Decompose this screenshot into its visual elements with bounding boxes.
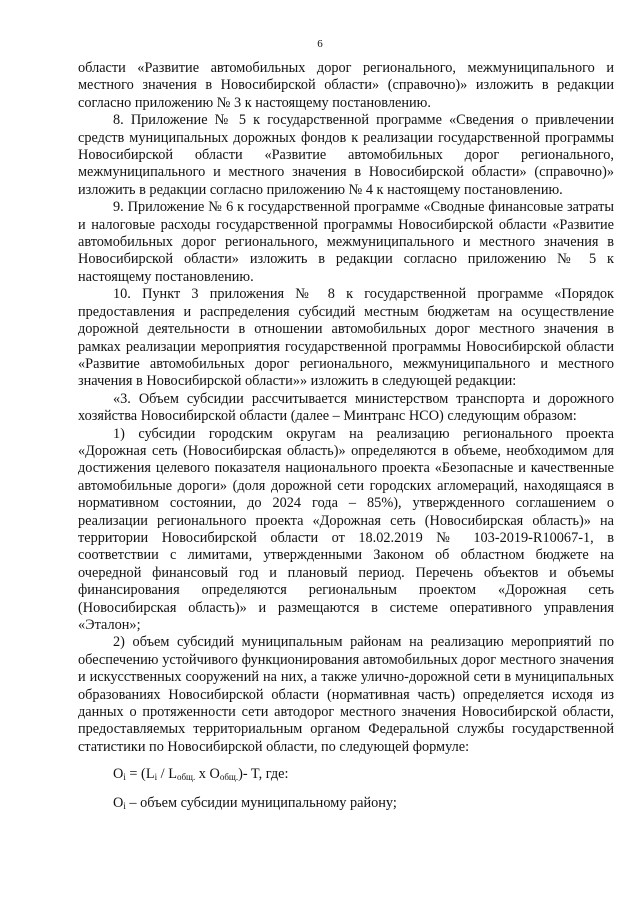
- formula-l-total-subscript: общ.: [176, 772, 196, 783]
- paragraph-subclause-2: 2) объем субсидий муниципальным районам на реализацию мероприятий по обеспечению устойчивого функционирования автомобильных дорог местного значения и искусственных сооружений на них, а также улично-дорожной сети в муниципальных образованиях Новосибирской области (нормативная часть) определяется исходя из данных о протяженности сети автодорог местного значения Новосибирской области, предоставляемых территориальным органом Федеральной службы государственной статистики по Новосибирской области, по следующей формуле:: [78, 634, 614, 755]
- paragraph-subclause-1: 1) субсидии городским округам на реализацию регионального проекта «Дорожная сеть (Новосибирская область)» определяются в объеме, необходимом для достижения целевого показателя национального проекта «Безопасные и качественные автомобильные дороги» (доля дорожной сети городских агломераций, находящаяся в нормативном состоянии, до 2024 года – 85%), утвержденного соглашением о реализации регионального проекта «Дорожная сеть (Новосибирская область)» на территории Новосибирской области от 18.02.2019 № 103-2019-R10067-1, в соответствии с лимитами, утвержденными Законом об областном бюджете на очередной финансовый год и плановый период. Перечень объектов и объемы финансирования определяются региональным проектом «Дорожная сеть (Новосибирская область)» и размещаются в системе оперативного управления «Эталон»;: [78, 425, 614, 633]
- formula-tail: )- T, где:: [238, 766, 289, 783]
- formula-o: O: [113, 766, 124, 783]
- formula-o-total-subscript: общ.: [219, 772, 239, 783]
- formula-mul: x O: [195, 766, 220, 783]
- definition-oi: [78, 795, 614, 812]
- document-body: [78, 60, 614, 812]
- page-number: 6: [317, 38, 323, 50]
- definition-text: – объем субсидии муниципальному району;: [125, 794, 397, 811]
- formula-o-subscript: i: [123, 772, 126, 783]
- formula-div: / L: [157, 766, 177, 783]
- definition-symbol-subscript: i: [123, 800, 126, 811]
- paragraph-item-9: 9. Приложение № 6 к государственной программе «Сводные финансовые затраты и налоговые расходы государственной программы Новосибирской области «Развитие автомобильных дорог регионального, межмуниципального и местного значения в Новосибирской области» изложить в редакции согласно приложению № 5 к настоящему постановлению.: [78, 199, 614, 285]
- formula-eq: = (L: [125, 766, 155, 783]
- definition-symbol: O: [113, 794, 124, 811]
- formula-l-subscript: i: [154, 772, 158, 783]
- paragraph-continuation: области «Развитие автомобильных дорог регионального, межмуниципального и местного значения в Новосибирской области» (справочно)» изложить в редакции согласно приложению № 3 к настоящему постановлению.: [78, 60, 614, 111]
- paragraph-clause-3: «3. Объем субсидии рассчитывается министерством транспорта и дорожного хозяйства Новосибирской области (далее – Минтранс НСО) следующим образом:: [78, 390, 614, 425]
- formula: [78, 766, 614, 783]
- paragraph-item-8: 8. Приложение № 5 к государственной программе «Сведения о привлечении средств муниципальных дорожных фондов к реализации государственной программы Новосибирской области «Развитие автомобильных дорог регионального, межмуниципального и местного значения в Новосибирской области» (справочно)» изложить в редакции согласно приложению № 4 к настоящему постановлению.: [78, 112, 614, 198]
- paragraph-item-10: 10. Пункт 3 приложения № 8 к государственной программе «Порядок предоставления и распределения субсидий местным бюджетам на осуществление дорожной деятельности в отношении автомобильных дорог местного значения в рамках реализации мероприятия государственной программы Новосибирской области «Развитие автомобильных дорог регионального, межмуниципального и местного значения в Новосибирской области»» изложить в следующей редакции:: [78, 286, 614, 390]
